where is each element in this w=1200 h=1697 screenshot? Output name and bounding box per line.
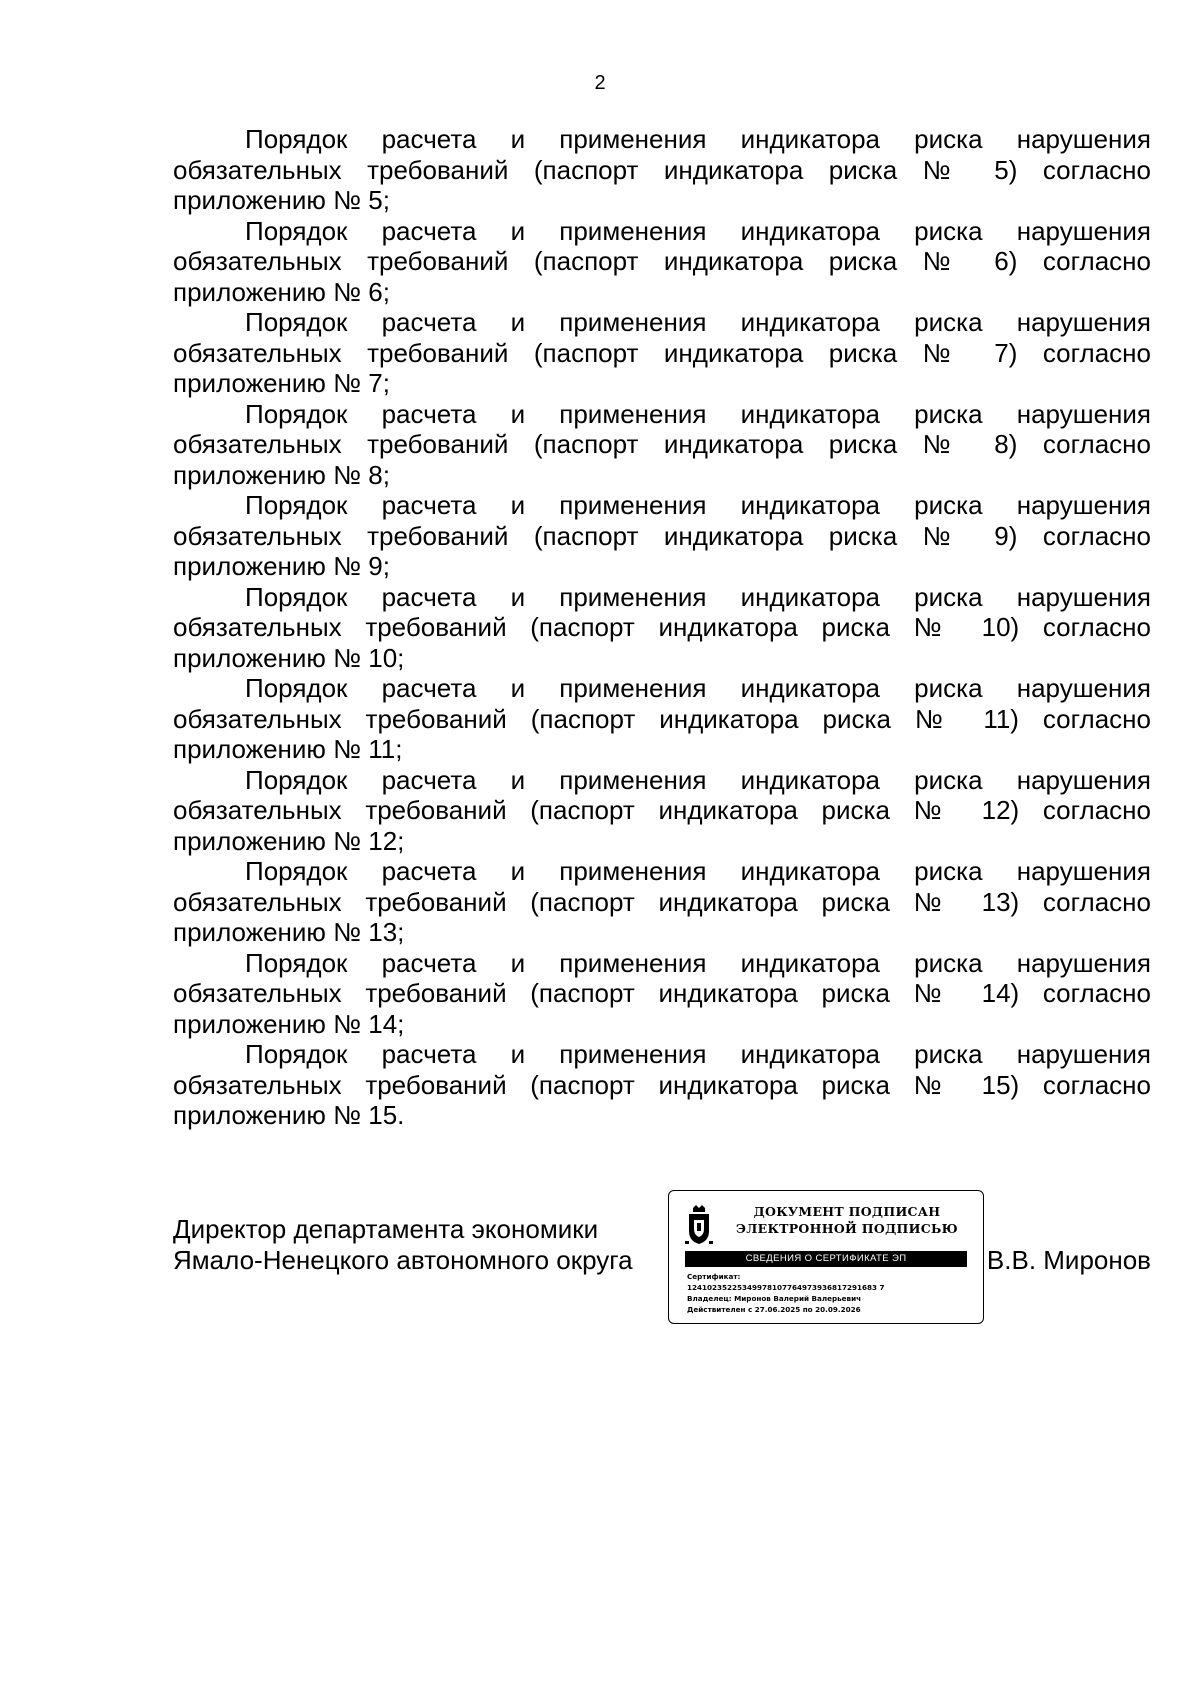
certificate-owner: Владелец: Миронов Валерий Валерьевич xyxy=(687,1294,862,1303)
certificate-label: Сертификат: xyxy=(687,1272,741,1281)
appendix-paragraph xyxy=(173,582,1151,674)
signature-block xyxy=(173,1190,1151,1330)
electronic-signature-stamp xyxy=(668,1190,984,1324)
appendix-paragraph xyxy=(173,765,1151,857)
certificate-number: 12410235225349978107764973936817291683 7 xyxy=(687,1283,885,1292)
paragraph-text: Порядок расчета и применения индикатора риска нарушения обязательных требований (паспорт индикатора риска № 10) согласно приложению № 10; xyxy=(173,581,1151,673)
paragraph-text: Порядок расчета и применения индикатора риска нарушения обязательных требований (паспорт индикатора риска № 5) согласно приложению № 5; xyxy=(173,124,1151,215)
signer-position-line-1: Директор департамента экономики xyxy=(173,1214,599,1244)
stamp-title xyxy=(729,1203,965,1237)
certificate-validity: Действителен с 27.06.2025 по 20.09.2026 xyxy=(687,1305,861,1314)
appendix-paragraph xyxy=(173,124,1151,216)
appendix-paragraph xyxy=(173,948,1151,1040)
document-body xyxy=(173,124,1151,1131)
stamp-title-line-2: ЭЛЕКТРОННОЙ ПОДПИСЬЮ xyxy=(736,1221,958,1236)
appendix-paragraph xyxy=(173,307,1151,399)
stamp-title-line-1: ДОКУМЕНТ ПОДПИСАН xyxy=(753,1204,941,1219)
paragraph-text: Порядок расчета и применения индикатора риска нарушения обязательных требований (паспорт индикатора риска № 14) согласно приложению № 14; xyxy=(173,947,1151,1039)
appendix-paragraph xyxy=(173,673,1151,765)
page-number: 2 xyxy=(594,72,606,94)
appendix-paragraph xyxy=(173,490,1151,582)
signer-position-line-2: Ямало-Ненецкого автономного округа xyxy=(173,1245,633,1275)
paragraph-text: Порядок расчета и применения индикатора риска нарушения обязательных требований (паспорт индикатора риска № 11) согласно приложению № 11; xyxy=(173,673,1151,764)
certificate-info-bar: СВЕДЕНИЯ О СЕРТИФИКАТЕ ЭП xyxy=(685,1251,967,1267)
appendix-paragraph xyxy=(173,856,1151,948)
paragraph-text: Порядок расчета и применения индикатора риска нарушения обязательных требований (паспорт индикатора риска № 12) согласно приложению № 12; xyxy=(173,764,1151,856)
paragraph-text: Порядок расчета и применения индикатора риска нарушения обязательных требований (паспорт индикатора риска № 8) согласно приложению № 8; xyxy=(173,398,1151,490)
coat-of-arms-icon xyxy=(685,1205,713,1245)
appendix-paragraph xyxy=(173,216,1151,308)
paragraph-text: Порядок расчета и применения индикатора риска нарушения обязательных требований (паспорт индикатора риска № 15) согласно приложению № 15. xyxy=(173,1039,1151,1130)
signer-position xyxy=(173,1214,633,1276)
appendix-paragraph xyxy=(173,399,1151,491)
paragraph-text: Порядок расчета и применения индикатора риска нарушения обязательных требований (паспорт индикатора риска № 13) согласно приложению № 13; xyxy=(173,856,1151,947)
signer-name: В.В. Миронов xyxy=(986,1245,1151,1275)
paragraph-text: Порядок расчета и применения индикатора риска нарушения обязательных требований (паспорт индикатора риска № 9) согласно приложению № 9; xyxy=(173,490,1151,581)
paragraph-text: Порядок расчета и применения индикатора риска нарушения обязательных требований (паспорт индикатора риска № 7) согласно приложению № 7; xyxy=(173,307,1151,398)
paragraph-text: Порядок расчета и применения индикатора риска нарушения обязательных требований (паспорт индикатора риска № 6) согласно приложению № 6; xyxy=(173,215,1151,307)
appendix-paragraph xyxy=(173,1039,1151,1131)
